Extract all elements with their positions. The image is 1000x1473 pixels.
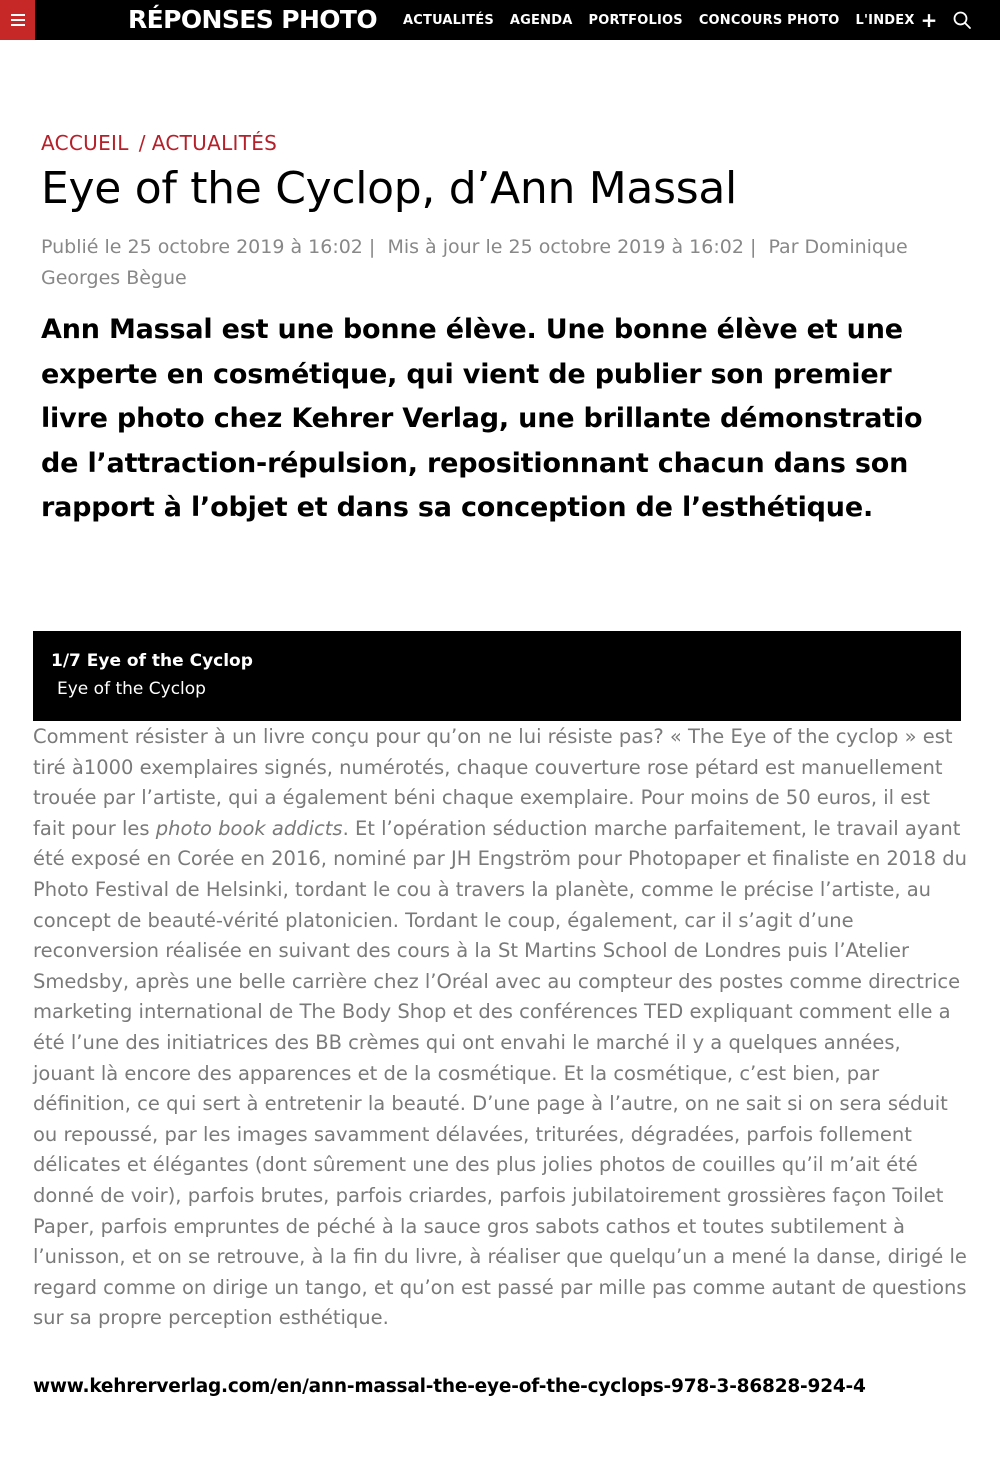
body-emphasis: photo book addicts xyxy=(155,816,343,840)
nav-more-plus-icon[interactable]: + xyxy=(920,8,938,32)
gallery-caption-box[interactable] xyxy=(33,631,961,721)
body-text-part-1: Comment résister à un livre conçu pour qu’on ne lui résiste pas? « The Eye of the cyclop » est tiré à1000 exemplaires signés, numérotés, chaque couverture rose pétard est manuellement trouée par l’artiste, qui a également béni chaque exemplaire. Pour moins de 50 euros, il est fait pour les xyxy=(33,725,953,840)
breadcrumb xyxy=(41,131,277,155)
search-icon[interactable] xyxy=(952,10,972,30)
main-nav xyxy=(403,0,937,40)
menu-button[interactable] xyxy=(0,0,35,40)
publisher-link[interactable]: www.kehrerverlag.com/en/ann-massal-the-eye-of-the-cyclops-978-3-86828-924-4 xyxy=(33,1376,866,1397)
breadcrumb-separator: / xyxy=(138,131,146,155)
hamburger-icon xyxy=(11,14,25,26)
body-text-part-2: . Et l’opération séduction marche parfaitement, le travail ayant été exposé en Corée en 2016, nominé par JH Engström pour Photopaper et finaliste en 2018 du Photo Festival de Helsinki, tordant le cou à travers la planète, comme le précise l’artiste, au concept de beauté-vérité platonicien. Tordant le coup, également, car il s’agit d’une reconversion réalisée en suivant des cours à la St Martins School de Londres puis l’Atelier Smedsby, après une belle carrière chez l’Oréal avec au compteur des postes comme directrice marketing international de The Body Shop et des conférences TED expliquant comment elle a été l’une des initiatrices des BB crèmes qui ont envahi le marché il y a quelques années, jouant là encore des apparences et de la cosmétique. Et la cosmétique, c’est bien, par définition, ce qui sert à entretenir la beauté. D’une page à l’autre, on ne sait si on sera séduit ou repoussé, par les images savamment délavées, triturées, dégradées, parfois follement délicates et élégantes (dont sûrement une des plus jolies photos de couilles qu’il m’ait été donné de voir), parfois brutes, parfois criardes, parfois jubilatoirement grossières façon Toilet Paper, parfois empruntes de péché à la sauce gros sabots cathos et toutes subtilement à l’unisson, et on se retrouve, à la fin du livre, à réaliser que quelqu’un a mené la danse, dirigé le regard comme on dirige un tango, et qu’on est passé par mille pas comme autant de questions sur sa propre perception esthétique. xyxy=(33,816,967,1330)
nav-item-portfolios[interactable]: PORTFOLIOS xyxy=(588,12,683,28)
breadcrumb-section-link[interactable]: ACTUALITÉS xyxy=(151,131,278,155)
nav-item-actualites[interactable]: ACTUALITÉS xyxy=(403,12,494,28)
gallery-counter-title: 1/7 Eye of the Cyclop xyxy=(51,651,253,671)
article-meta xyxy=(41,232,971,294)
article-body xyxy=(33,722,968,1334)
site-logo[interactable]: RÉPONSES PHOTO xyxy=(128,5,378,34)
nav-item-agenda[interactable]: AGENDA xyxy=(509,12,573,28)
nav-item-concours-photo[interactable]: CONCOURS PHOTO xyxy=(698,12,840,28)
top-navigation-bar xyxy=(0,0,1000,40)
published-date: Publié le 25 octobre 2019 à 16:02 | xyxy=(41,236,376,258)
updated-date: Mis à jour le 25 octobre 2019 à 16:02 | xyxy=(387,236,757,258)
gallery-caption: Eye of the Cyclop xyxy=(57,679,206,699)
author-byline[interactable]: Par Dominique Georges Bègue xyxy=(41,236,908,289)
nav-item-index[interactable]: L'INDEX xyxy=(855,12,915,28)
article-lead: Ann Massal est une bonne élève. Une bonne élève et une experte en cosmétique, qui vient de publier son premier livre photo chez Kehrer Verlag, une brillante démonstratio de l’attraction-répulsion, repositionnant chacun dans son rapport à l’objet et dans sa conception de l’esthétique. xyxy=(41,314,923,523)
breadcrumb-home-link[interactable]: ACCUEIL xyxy=(41,131,129,155)
page-title: Eye of the Cyclop, d’Ann Massal xyxy=(41,163,737,214)
